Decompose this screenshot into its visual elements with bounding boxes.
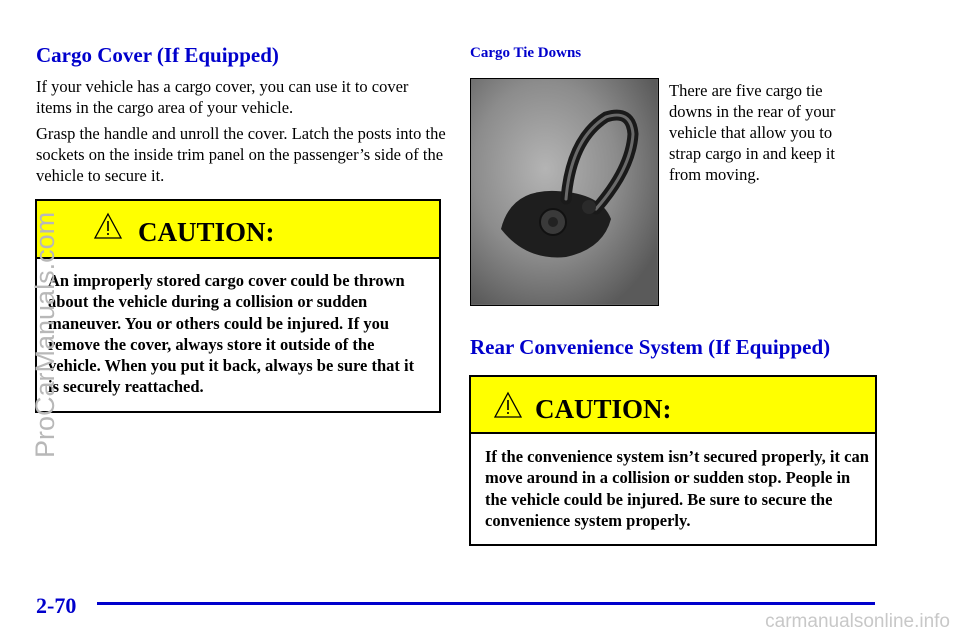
caution-title: CAUTION: bbox=[138, 217, 275, 247]
rear-convenience-heading: Rear Convenience System (If Equipped) bbox=[470, 335, 831, 359]
convenience-caution-box bbox=[469, 375, 877, 546]
cargo-tie-down-photo bbox=[470, 78, 659, 306]
warning-triangle-icon bbox=[93, 212, 123, 240]
caution-text: If the convenience system isn’t secured properly, it can move around in a collision or sudden stop. People in the vehicle could be injured. Be sure to secure the convenience system properly. bbox=[485, 447, 869, 530]
cargo-cover-paragraph-1: If your vehicle has a cargo cover, you can use it to cover items in the cargo area of your vehicle. bbox=[36, 77, 409, 117]
cargo-cover-heading: Cargo Cover (If Equipped) bbox=[36, 43, 279, 67]
bottom-watermark: carmanualsonline.info bbox=[765, 611, 950, 632]
side-watermark bbox=[22, 200, 62, 460]
caution-header bbox=[471, 377, 875, 434]
caution-header bbox=[37, 201, 439, 259]
warning-triangle-icon bbox=[493, 391, 523, 419]
cargo-cover-paragraph-2: Grasp the handle and unroll the cover. Latch the posts into the sockets on the inside trim panel on the passenger’s side of the vehicle to secure it. bbox=[36, 124, 446, 185]
cargo-tie-downs-subheading: Cargo Tie Downs bbox=[470, 45, 582, 61]
page-number: 2-70 bbox=[36, 593, 77, 618]
tie-down-ring-icon bbox=[471, 79, 657, 304]
caution-title: CAUTION: bbox=[535, 394, 672, 424]
cargo-cover-caution-box bbox=[35, 199, 441, 413]
svg-text:ProCarManuals.com: ProCarManuals.com bbox=[30, 211, 60, 458]
cargo-tie-downs-text: There are five cargo tie downs in the rear of your vehicle that allow you to strap cargo in and keep it from moving. bbox=[669, 81, 836, 184]
footer-rule bbox=[97, 602, 875, 605]
caution-text: An improperly stored cargo cover could be thrown about the vehicle during a collision or sudden maneuver. You or others could be injured. If you remove the cover, always store it outside of the vehicle. When you put it back, always be sure that it is securely reattached. bbox=[48, 271, 415, 397]
